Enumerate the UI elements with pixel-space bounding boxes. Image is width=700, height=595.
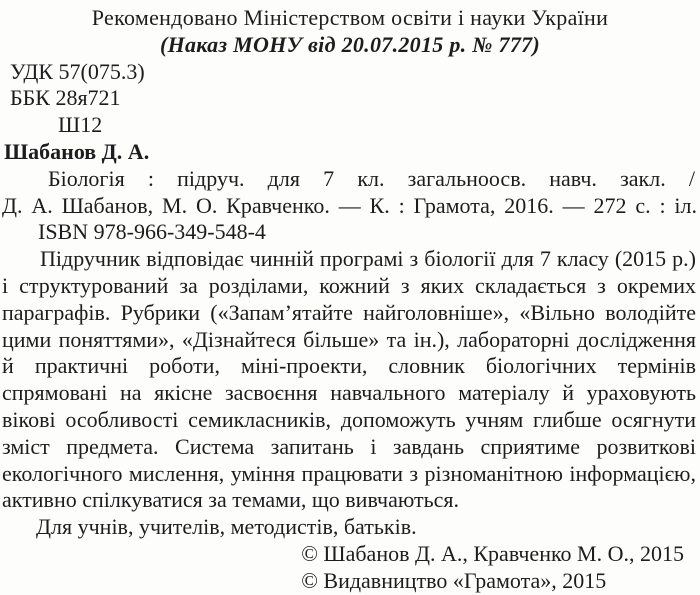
recommendation-line: Рекомендовано Міністерством освіти і науки України [91,5,609,30]
audience-line: Для учнів, учителів, методистів, батьків. [36,514,417,540]
author-heading: Шабанов Д. А. [4,138,150,164]
copyright-block [301,541,684,595]
annotation-paragraph: Підручник відповідає чинній програмі з біології для 7 класу (2015 р.) і структурований за розділами, кожний з яких складається з окремих параграфів. Рубрики («Запам’ятайте найголовніше», «Вільно володійте цими поняттями», «Дізнайтеся більше» та ін.), лабораторні дослідження й практичні роботи, міні-проекти, словник біологічних термінів спрямовані на якісне засвоєння навчального матеріалу й ураховують вікові особливості семикласників, допоможуть учням глибше осягнути зміст предмета. Система запитань і завдань сприятиме розвиткові екологічного мислення, уміння працювати з різноманітною інформацією, активно спілкуватися за темами, що вивчаються. [2,246,696,513]
catalog-entry [2,139,698,246]
imprint-page [2,5,698,591]
classification-codes [2,59,698,139]
author-sign-code: Ш12 [58,112,103,138]
recommendation-header [2,5,698,59]
isbn-number: ISBN 978-966-349-548-4 [38,219,266,245]
bibliographic-title-line: Біологія : підруч. для 7 кл. загальноосв. навч. закл. / [48,165,695,191]
bbk-code: ББК 28я721 [10,85,121,111]
bibliographic-imprint-line: Д. А. Шабанов, М. О. Кравченко. — К. : Грамота, 2016. — 272 с. : іл. [2,192,697,218]
ministry-order-note: (Наказ МОНУ від 20.07.2015 р. № 777) [159,31,541,57]
copyright-authors: © Шабанов Д. А., Кравченко М. О., 2015 [301,540,684,566]
copyright-publisher: © Видавництво «Грамота», 2015 [301,567,607,593]
udc-code: УДК 57(075.3) [10,58,145,84]
